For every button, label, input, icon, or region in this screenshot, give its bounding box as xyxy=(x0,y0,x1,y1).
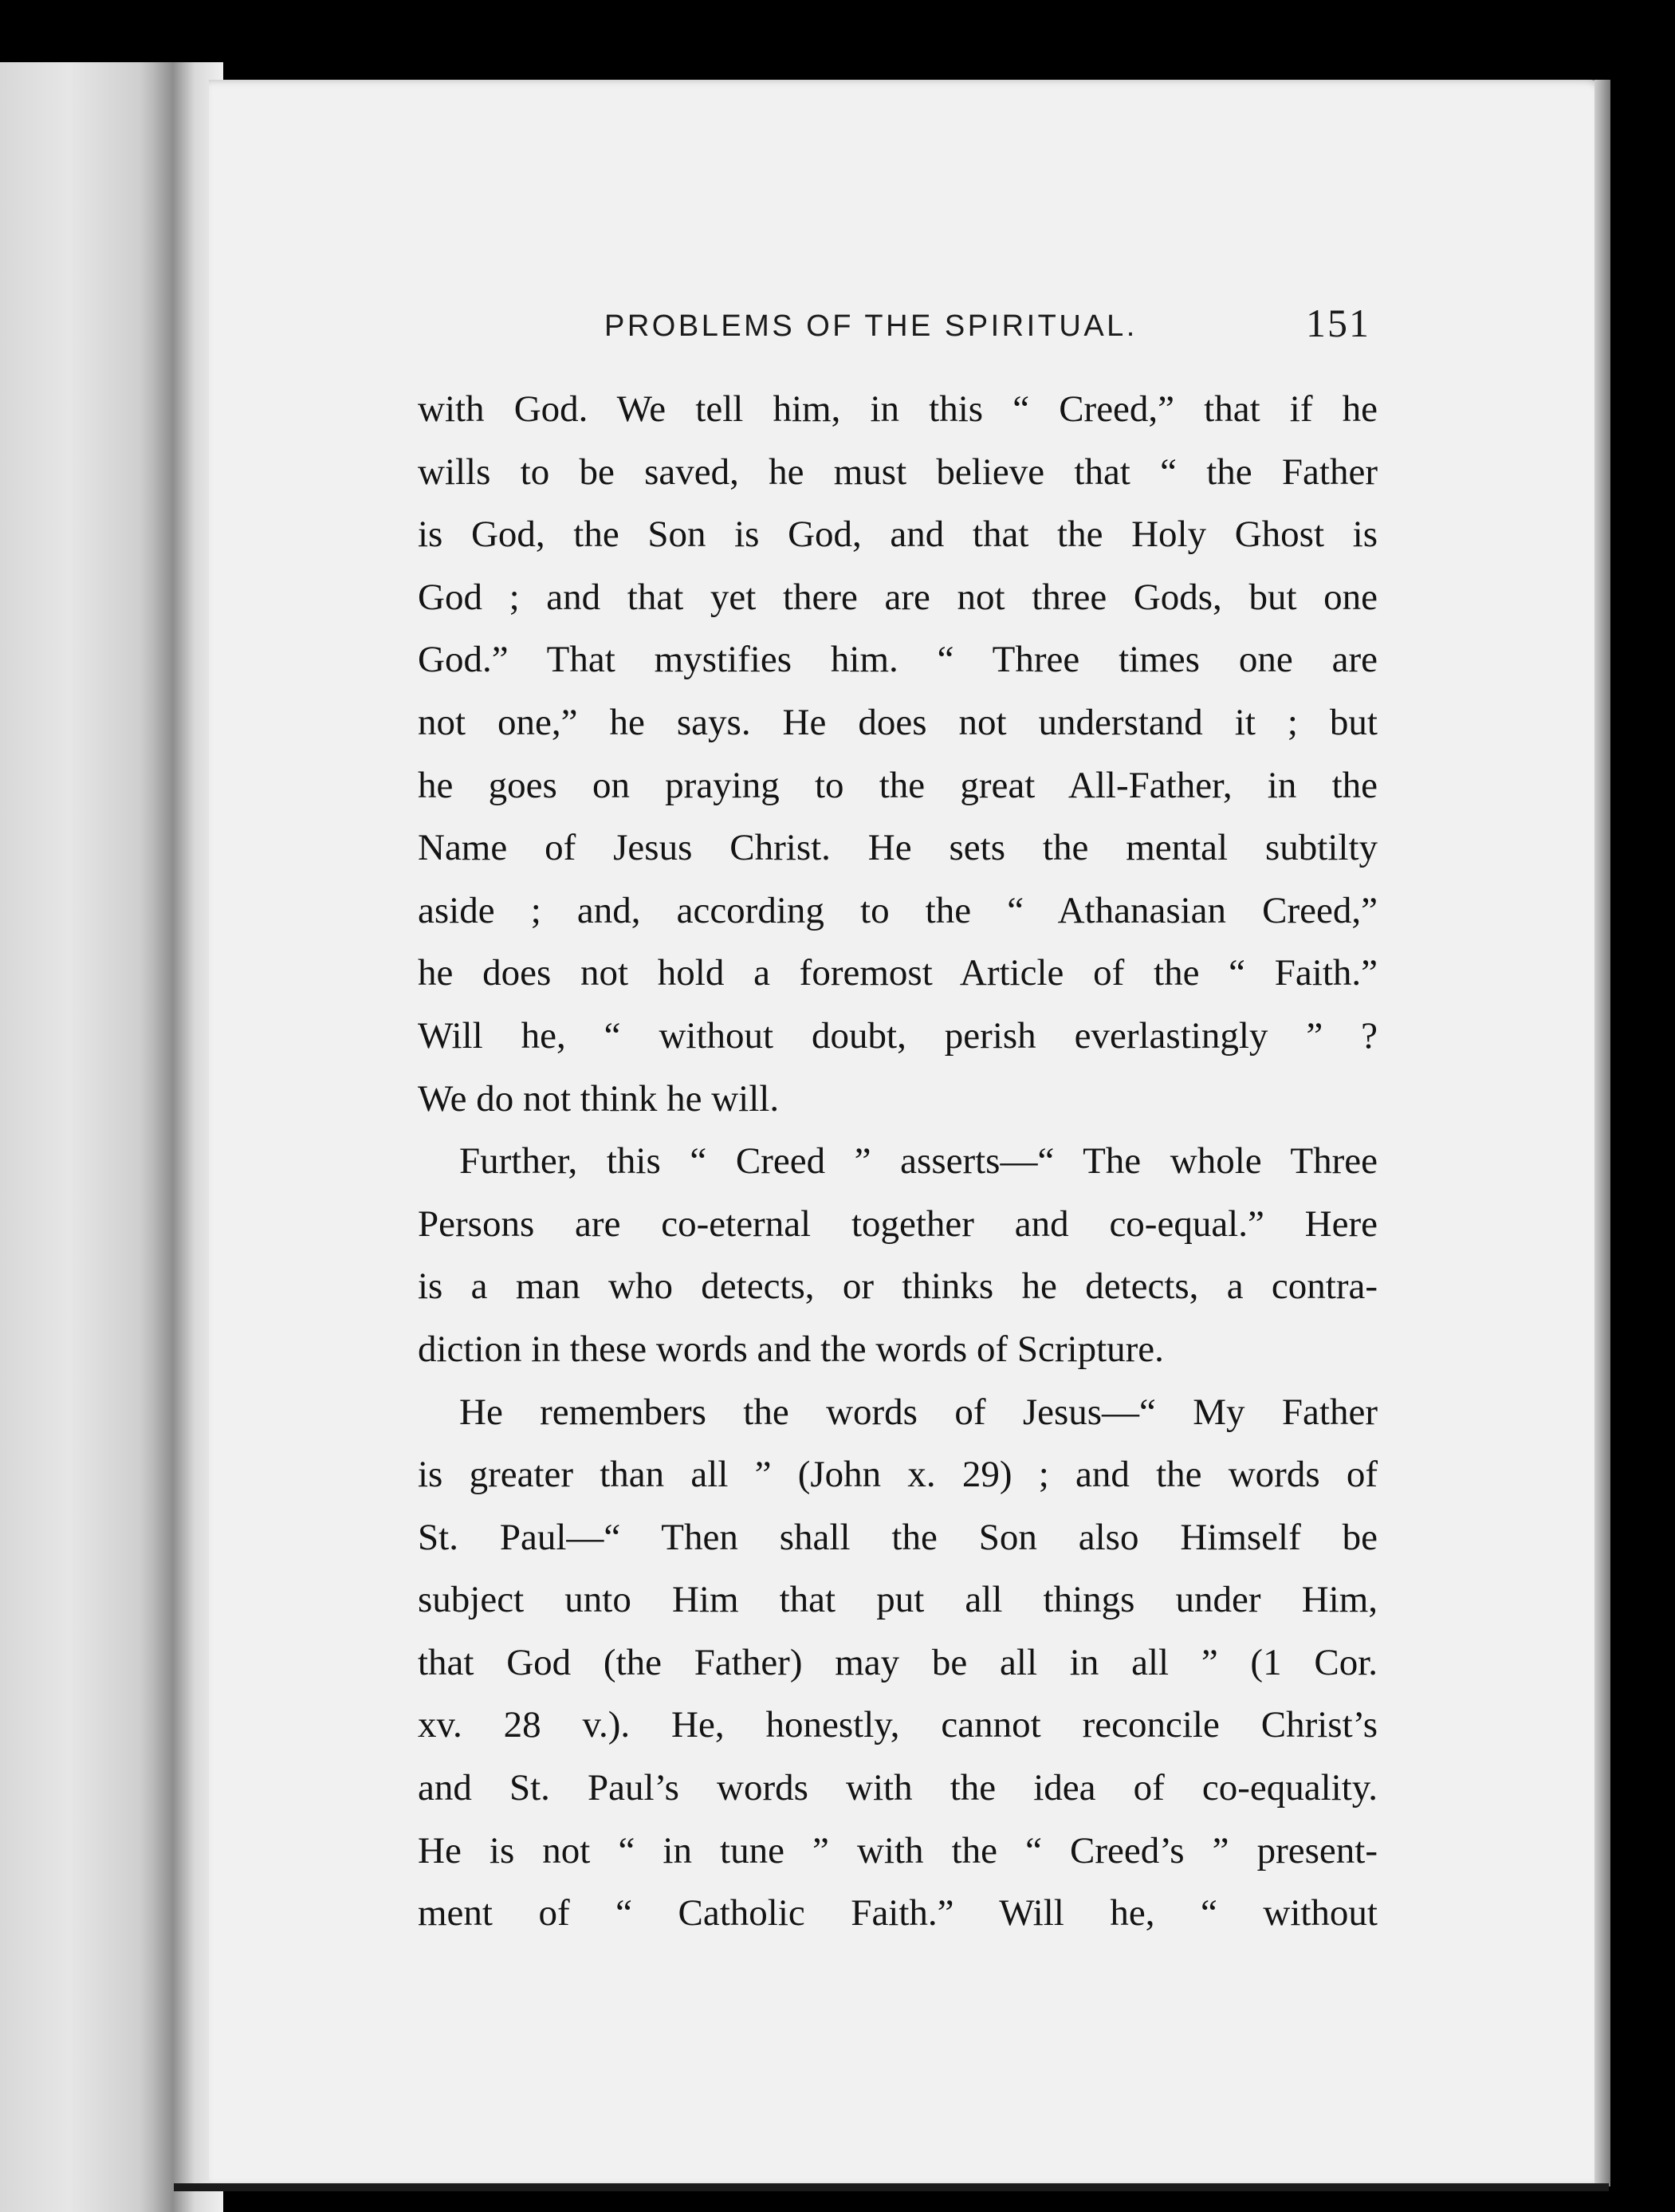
paragraph xyxy=(418,1381,1378,1945)
facing-page-edge xyxy=(0,62,174,2212)
text-line: is God, the Son is God, and that the Holy Ghost is xyxy=(418,514,1378,556)
text-line: God.” That mystifies him. “ Three times one are xyxy=(418,639,1378,681)
page-bottom-edge xyxy=(174,2183,1609,2191)
text-line: not one,” he says. He does not understand it ; but xyxy=(418,701,1378,743)
running-head-title: PROBLEMS OF THE SPIRITUAL. xyxy=(604,309,1138,343)
text-line: St. Paul—“ Then shall the Son also Himself be xyxy=(418,1516,1378,1558)
text-line: with God. We tell him, in this “ Creed,” that if he xyxy=(418,388,1378,430)
text-line: Further, this “ Creed ” asserts—“ The whole Three xyxy=(459,1140,1378,1183)
text-line: We do not think he will. xyxy=(418,1077,780,1120)
text-line: subject unto Him that put all things under Him, xyxy=(418,1579,1378,1621)
page-fore-edge xyxy=(1594,80,1610,2186)
text-line: diction in these words and the words of Scripture. xyxy=(418,1328,1164,1370)
text-line: ment of “ Catholic Faith.” Will he, “ without xyxy=(418,1892,1378,1935)
text-line: he does not hold a foremost Article of the “ Faith.” xyxy=(418,952,1378,994)
text-line: xv. 28 v.). He, honestly, cannot reconcile Christ’s xyxy=(418,1704,1378,1746)
text-line: Persons are co-eternal together and co-equal.” Here xyxy=(418,1202,1378,1245)
text-line: He remembers the words of Jesus—“ My Father xyxy=(459,1391,1378,1433)
body-text xyxy=(418,378,1378,1945)
text-line: He is not “ in tune ” with the “ Creed’s ” present- xyxy=(418,1829,1378,1872)
text-line: wills to be saved, he must believe that “ the Father xyxy=(418,451,1378,493)
text-line: that God (the Father) may be all in all ” (1 Cor. xyxy=(418,1641,1378,1683)
text-line: Name of Jesus Christ. He sets the mental subtilty xyxy=(418,827,1378,869)
page-number: 151 xyxy=(1306,301,1370,345)
text-line: he goes on praying to the great All-Father, in the xyxy=(418,764,1378,806)
text-line: Will he, “ without doubt, perish everlastingly ” ? xyxy=(418,1014,1378,1057)
text-line: aside ; and, according to the “ Athanasian Creed,” xyxy=(418,889,1378,931)
paragraph xyxy=(418,378,1378,1130)
text-line: is a man who detects, or thinks he detects, a contra- xyxy=(418,1265,1378,1308)
paragraph xyxy=(418,1130,1378,1380)
text-line: and St. Paul’s words with the idea of co-equality. xyxy=(418,1767,1378,1809)
text-line: is greater than all ” (John x. 29) ; and the words of xyxy=(418,1454,1378,1496)
text-line: God ; and that yet there are not three Gods, but one xyxy=(418,576,1378,618)
